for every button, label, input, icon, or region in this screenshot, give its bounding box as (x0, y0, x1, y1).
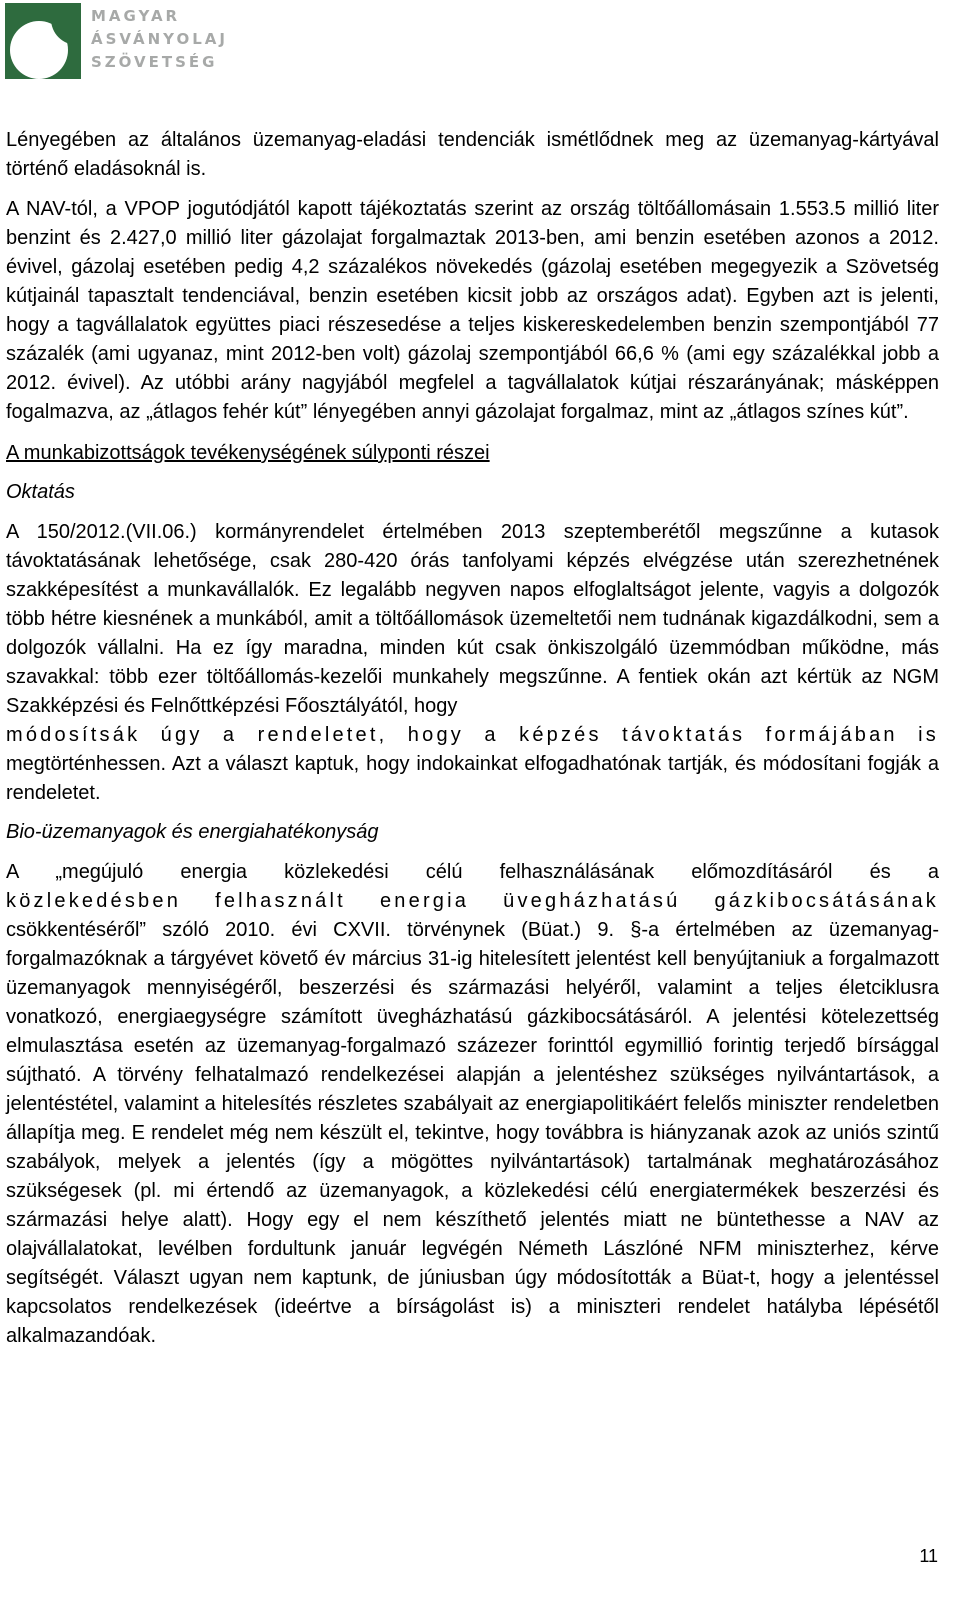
paragraph-training-part-1: A 150/2012.(VII.06.) kormányrendelet értelmében 2013 szeptemberétől megszűnne a kutasok távoktatásának lehetősége, csak 280-420 órás tanfolyami képzés elvégzése után szerezhetnének szakképesítést a munkavállalók. Ez legalább negyven napos elfoglaltságot jelente, vagyis a dolgozók több hétre kiesnének a munkából, amit a töltőállomások üzemeltetői nem tudnának kigazdálkodni, sem a dolgozók vállalni. Ha ez így maradna, minden kút csak önkiszolgáló üzemmódban működne, más szavakkal: több ezer töltőállomás-kezelői munkahely megszűnne. A fentiek okán azt kértük az NGM Szakképzési és Felnőttképzési Főosztályától, hogy (6, 521, 939, 717)
paragraph-biofuels-part-2: közlekedésben felhasznált energia üvegházhatású gázkibocsátásának (6, 890, 939, 912)
subheading-biofuels: Bio-üzemanyagok és energiahatékonyság (6, 821, 379, 843)
paragraph-fuel-card-sales: Lényegében az általános üzemanyag-eladási tendenciák ismétlődnek meg az üzemanyag-kártyával történő eladásoknál is. (6, 129, 939, 180)
subheading-training: Oktatás (6, 481, 75, 503)
page-number: 11 (919, 1546, 938, 1566)
document-body (6, 126, 939, 1351)
organization-logo (5, 3, 265, 83)
logo-wordmark (91, 5, 228, 74)
logo-line-2: ÁSVÁNYOLAJ (91, 30, 228, 48)
paragraph-training-part-2: módosítsák úgy a rendeletet, hogy a képzés távoktatás formájában is (6, 724, 939, 746)
logo-mark-icon (5, 3, 81, 79)
logo-line-1: MAGYAR (91, 7, 181, 25)
logo-line-3: SZÖVETSÉG (91, 53, 218, 71)
paragraph-biofuels-part-1: A „megújuló energia közlekedési célú felhasználásának előmozdításáról és a (6, 861, 939, 883)
paragraph-nav-data: A NAV-tól, a VPOP jogutódjától kapott tájékoztatás szerint az ország töltőállomásain 1.553.5 millió liter benzint és 2.427,0 millió liter gázolajat forgalmaztak 2013-ben, ami benzin esetében azonos a 2012. évivel, gázolaj esetében pedig 4,2 százalékos növekedés (gázolaj esetében megegyezik a Szövetség kútjainál tapasztalt tendenciával, benzin esetében kicsit jobb az országos adat). Egyben azt is jelenti, hogy a tagvállalatok együttes piaci részesedése a teljes kiskereskedelemben benzin szempontjából 77 százalék (ami ugyanaz, mint 2012-ben volt) gázolaj szempontjából 66,6 % (ami egy százalékkal jobb a 2012. évivel). Az utóbbi arány nagyjából megfelel a tagvállalatok kútjai részarányának; másképpen fogalmazva, az „átlagos fehér kút” lényegében annyi gázolajat forgalmaz, mint az „átlagos színes kút”. (6, 198, 939, 423)
paragraph-training-part-3: megtörténhessen. Azt a választ kaptuk, hogy indokainkat elfogadhatónak tartják, és módosítani fogják a rendeletet. (6, 753, 939, 804)
paragraph-biofuels-part-3: csökkentéséről” szóló 2010. évi CXVII. törvénynek (Büat.) 9. §-a értelmében az üzemanyag-forgalmazóknak a tárgyévet követő év március 31-ig hitelesített jelentést kell benyújtaniuk a forgalmazott üzemanyagok mennyiségéről, beszerzési és származási helyéről, valamint a teljes életciklusra vonatkozó, energiaegységre számított üvegházhatású gázkibocsátásáról. A jelentési kötelezettség elmulasztása esetén az üzemanyag-forgalmazó százezer forinttól egymillió forintig terjedő bírsággal sújtható. A törvény felhatalmazó rendelkezései alapján a jelentéshez szükséges nyilvántartások, a jelentéstétel, valamint a hitelesítés részletes szabályait az energiapolitikáért felelős miniszter rendeletben állapítja meg. E rendelet még nem készült el, tekintve, hogy továbbra is hiányzanak azok az uniós szintű szabályok, melyek a jelentés (így a mögöttes nyilvántartások) tartalmának meghatározásához szükségesek (pl. mi értendő az üzemanyagok, a közlekedési célú energiatermékek beszerzési és származási helye alatt). Hogy egy el nem készíthető jelentés miatt ne büntethesse a NAV az olajvállalatokat, levélben fordultunk január legvégén Németh Lászlóné NFM miniszterhez, kérve segítségét. Választ ugyan nem kaptunk, de júniusban úgy módosították a Büat-t, hogy a jelentéssel kapcsolatos rendelkezések (ideértve a bírságolást is) a miniszteri rendelet hatályba lépésétől alkalmazandóak. (6, 919, 939, 1347)
section-heading: A munkabizottságok tevékenységének súlyponti részei (6, 442, 490, 464)
